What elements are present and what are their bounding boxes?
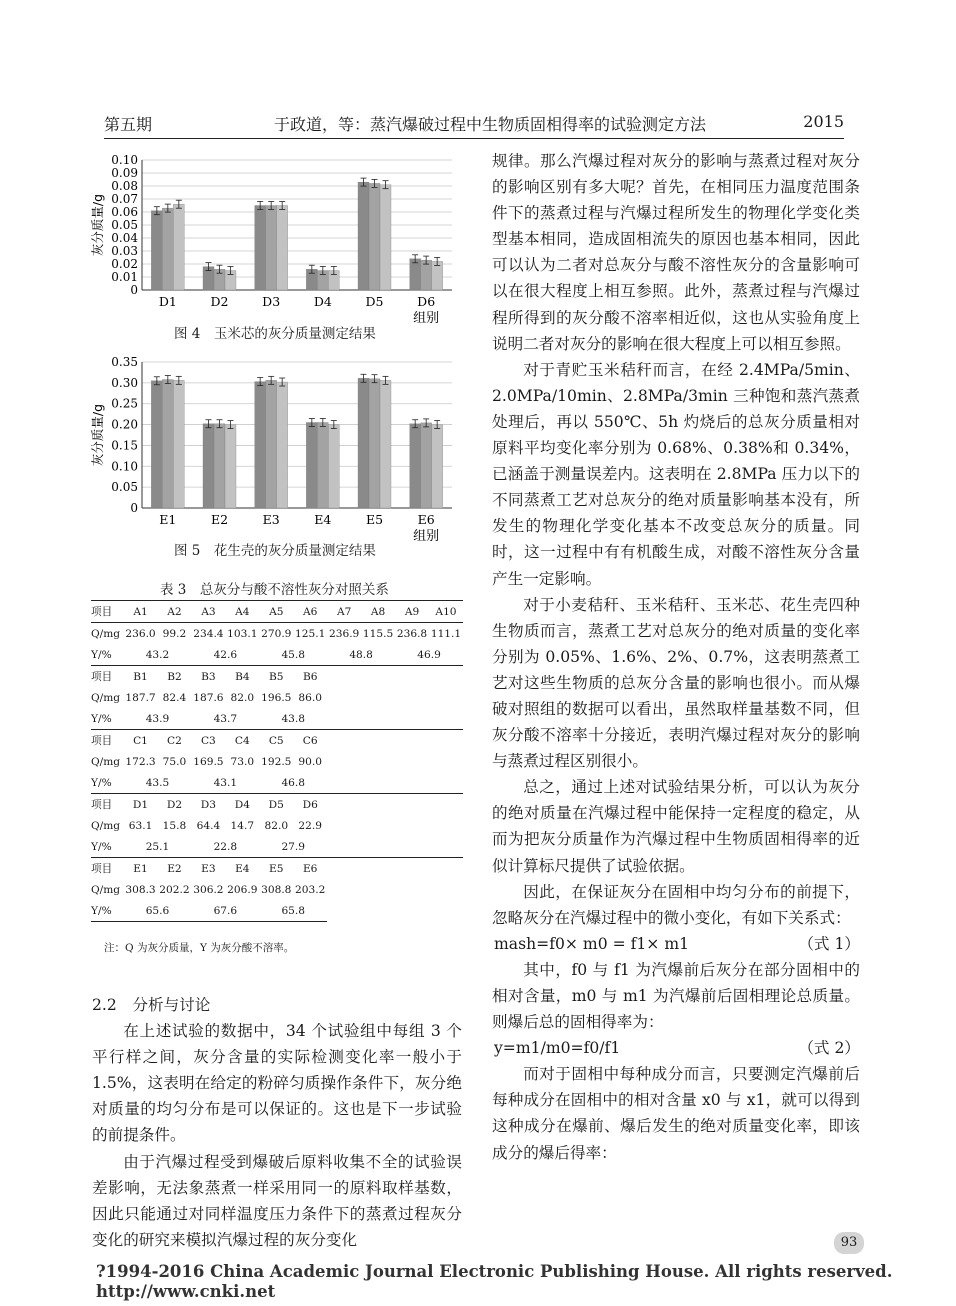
table-cell: 45.8 [259,644,327,666]
table-cell: A10 [429,601,463,623]
table-cell: C4 [225,730,259,752]
bar [432,425,443,508]
table-cell: B5 [259,666,293,688]
y-tick-label: 0.10 [111,459,138,474]
y-tick-label: 0.08 [111,179,138,193]
x-tick-label: D2 [210,294,229,309]
table-cell: 169.5 [193,755,224,768]
y-tick-label: 0.20 [111,417,138,432]
table-cell: 308.3 [125,883,156,896]
paragraph: 规律。那么汽爆过程对灰分的影响与蒸煮过程对灰分的影响区别有多大呢？首先，在相同压力温度范围条件下的蒸煮过程与汽爆过程所发生的物理化学变化类型基本相同，造成固相流失的原因也基本相同，因此可以认为二者对总灰分与酸不溶性灰分的含量影响可以在很大程度上相互参照。此外，蒸煮过程与汽爆过程所得到的灰分酸不溶率相近似，这也从实验角度上说明二者对灰分的影响在很大程度上可以相互参照。 [492,152,860,353]
table-cell: 236.9 [328,627,360,640]
table-cell [327,772,463,794]
bar [358,182,369,290]
table-row [91,900,463,922]
table-cell: 172.3 [125,755,156,768]
y-tick-label: 0.15 [111,438,138,453]
bar [214,424,225,508]
table-cell [395,858,429,880]
table-row [91,772,463,794]
table-row [91,623,463,645]
table-cell: 111.1 [430,627,462,640]
table-cell: B6 [293,666,327,688]
table-cell: E4 [225,858,259,880]
bar [380,380,391,508]
table-note: 注：Q 为灰分质量，Y 为灰分酸不溶率。 [104,942,295,954]
table-cell [429,879,463,900]
table-header-row [91,794,463,816]
table-cell: 103.1 [227,627,258,640]
table-cell: 项目 [91,730,124,752]
table-cell: 73.0 [230,755,255,768]
table-cell [395,730,429,752]
bar [317,422,328,508]
table-cell [395,879,429,900]
table-cell [327,687,361,708]
table-header-row [91,858,463,880]
table-cell: A3 [191,601,225,623]
page-number: 93 [834,1232,864,1254]
y-tick-label: 0.07 [111,192,138,206]
table-cell [361,687,395,708]
bar [266,380,277,508]
table-header-row [91,666,463,688]
table-cell: A7 [327,601,361,623]
table-cell: Q/mg [91,755,121,768]
x-tick-label: D4 [313,294,332,309]
y-tick-label: 0.01 [111,270,138,284]
table-cell: A6 [293,601,327,623]
table-cell: 43.9 [124,708,192,730]
y-tick-label: 0.30 [111,375,138,390]
table-cell: Y/% [91,772,124,794]
table-cell: D6 [293,794,327,816]
table-header-row [91,730,463,752]
table-cell: A4 [225,601,259,623]
y-tick-label: 0.25 [111,396,138,411]
table-cell: 308.8 [261,883,292,896]
bar [277,382,288,508]
table-3-caption: 表 3 总灰分与酸不溶性灰分对照关系 [160,582,389,598]
table-cell [429,751,463,772]
y-tick-label: 0.03 [111,244,138,258]
bar [203,424,214,508]
table-cell [327,666,361,688]
table-cell: 82.0 [264,819,289,832]
table-row [91,644,463,666]
paragraph: 在上述试验的数据中，34 个试验组中每组 3 个平行样之间，灰分含量的实际检测变化率一般小于 1.5%，这表明在给定的粉碎匀质操作条件下，灰分绝对质量的均匀分布是可以保证的。这也是下一步试验的前提条件。 [92,1022,462,1145]
right-column-text [492,148,860,1166]
x-tick-label: E5 [365,512,384,527]
paragraph: 对于小麦秸秆、玉米秸秆、玉米芯、花生壳四种生物质而言，蒸煮工艺对总灰分的绝对质量的变化率分别为 0.05%、1.6%、2%、0.7%，这表明蒸煮工艺对这些生物质的总灰分含量的影响也很小。而从爆破对照组的数据可以看出，虽然取样量基数不同，但灰分酸不溶率十分接近，表明汽爆过程对灰分的影响与蒸煮过程区别很小。 [492,595,860,771]
table-cell: A1 [124,601,158,623]
table-cell [395,794,429,816]
table-cell [361,751,395,772]
bar [151,211,162,290]
table-cell: A2 [157,601,191,623]
table-cell: 25.1 [124,836,192,858]
table-cell: Y/% [91,708,124,730]
table-row [91,836,463,858]
table-cell [361,794,395,816]
table-row [91,879,463,900]
table-cell: E1 [124,858,158,880]
table-cell: Y/% [91,900,124,922]
table-cell [395,687,429,708]
table-cell: 115.5 [362,627,394,640]
table-cell: 206.9 [227,883,258,896]
bar [225,425,236,508]
table-cell: E5 [259,858,293,880]
table-cell: E6 [293,858,327,880]
table-cell [429,687,463,708]
table-cell: 14.7 [230,819,255,832]
equation-2-body: y=m1/m0=f0/f1 [494,1039,621,1058]
table-cell: 项目 [91,794,124,816]
table-cell: 67.6 [191,900,259,922]
table-cell [395,666,429,688]
y-tick-label: 0.05 [111,480,138,495]
table-cell [429,794,463,816]
table-cell [395,815,429,836]
table-cell [429,730,463,752]
equation-1-label: （式 1） [798,934,860,953]
table-cell [361,879,395,900]
section-heading: 2.2 分析与讨论 [92,996,211,1014]
x-axis-label: 组别 [413,529,440,544]
y-tick-label: 0.09 [111,166,138,180]
table-cell: C2 [157,730,191,752]
issue-label: 第五期 [104,115,153,134]
table-cell: Y/% [91,644,124,666]
bar [410,424,421,508]
table-cell [327,858,361,880]
table-cell: 22.9 [298,819,322,832]
table-3 [91,600,463,922]
x-tick-label: E1 [159,512,177,527]
figure-5-chart [88,350,460,546]
y-axis-label: 灰分质量/g [90,403,105,467]
chart-svg [88,350,460,546]
figure-4-chart [88,148,460,328]
table-cell: B3 [191,666,225,688]
x-tick-label: D1 [158,294,177,309]
equation-2 [492,1035,860,1061]
y-axis-label: 灰分质量/g [90,193,105,257]
table-cell [395,751,429,772]
table-cell: 202.2 [159,883,190,896]
bar [421,423,432,508]
table-cell: 43.7 [191,708,259,730]
table-cell: D4 [225,794,259,816]
table-cell: 236.0 [125,627,156,640]
table-cell: 86.0 [298,691,322,704]
table-cell [361,815,395,836]
bar [255,206,266,291]
bar [358,378,369,508]
table-cell: 15.8 [162,819,187,832]
table-cell: B2 [157,666,191,688]
table-cell: 65.8 [259,900,327,922]
table-cell: D5 [259,794,293,816]
table-cell: 项目 [91,601,124,623]
table-cell: D1 [124,794,158,816]
table-row [91,708,463,730]
table-header-row [91,601,463,623]
table-cell [327,794,361,816]
bar [173,380,184,508]
table-cell [327,815,361,836]
table-cell: 43.5 [124,772,192,794]
header-year: 2015 [803,112,844,131]
table-cell [429,666,463,688]
table-cell: Q/mg [91,691,121,704]
x-tick-label: D3 [262,294,281,309]
table-cell: A9 [395,601,429,623]
y-tick-label: 0.10 [111,153,138,167]
bar [421,260,432,290]
table-cell: C6 [293,730,327,752]
table-cell: 187.7 [125,691,156,704]
y-tick-label: 0.05 [111,218,138,232]
table-row [91,751,463,772]
table-cell: Q/mg [91,819,121,832]
bar [328,425,339,508]
left-column-text [92,992,462,1253]
footer-copyright: ?1994-2016 China Academic Journal Electronic Publishing House. All rights reserved. http://www.cnki.net [96,1262,909,1301]
table-cell: Q/mg [91,627,121,640]
running-header [104,108,844,139]
table-cell: 43.8 [259,708,327,730]
table-cell: 82.0 [230,691,255,704]
table-cell: 75.0 [162,755,187,768]
table-cell: 234.4 [193,627,224,640]
x-tick-label: E3 [262,512,280,527]
y-tick-label: 0.04 [111,231,138,245]
table-cell: 203.2 [295,883,326,896]
table-cell: B1 [124,666,158,688]
table-cell: 46.9 [395,644,463,666]
paragraph: 总之，通过上述对试验结果分析，可以认为灰分的绝对质量在汽爆过程中能保持一定程度的稳定，从而为把灰分质量作为汽爆过程中生物质固相得率的近似计算标尺提供了试验依据。 [492,778,860,875]
table-cell [327,879,361,900]
table-cell: 项目 [91,858,124,880]
table-cell: Y/% [91,836,124,858]
table-cell: A8 [361,601,395,623]
bar [369,183,380,290]
paragraph: 对于青贮玉米秸秆而言，在经 2.4MPa/5min、2.0MPa/10min、2.8MPa/3min 三种饱和蒸汽蒸煮处理后，再以 550℃、5h 灼烧后的总灰分质量相对原料平均变化率分别为 0.68%、0.38%和 0.34%，已涵盖于测量误差内。这表明在 2.8MPa 压力以下的不同蒸煮工艺对总灰分的绝对质量影响基本没有，所发生的物理化学变化基本不改变总灰分的质量。同时，这一过程中有有机酸生成，对酸不溶性灰分含量产生一定影响。 [492,360,860,588]
table-cell: D2 [157,794,191,816]
table-cell: B4 [225,666,259,688]
table-cell [327,900,463,922]
x-tick-label: E6 [417,512,435,527]
table-cell [327,836,463,858]
table-cell: 48.8 [327,644,395,666]
table-cell: 90.0 [298,755,322,768]
table-cell: 306.2 [193,883,224,896]
table-cell: 43.2 [124,644,192,666]
paragraph: 而对于固相中每种成分而言，只要测定汽爆前后每种成分在固相中的相对含量 x0 与 x1，就可以得到这种成分在爆前、爆后发生的绝对质量变化率，即该成分的爆后得率： [492,1065,860,1162]
table-cell: 65.6 [124,900,192,922]
paragraph: 因此，在保证灰分在固相中均匀分布的前提下，忽略灰分在汽爆过程中的微小变化，有如下关系式： [492,882,860,927]
table-cell: C3 [191,730,225,752]
paragraph: 由于汽爆过程受到爆破后原料收集不全的试验误差影响，无法象蒸煮一样采用同一的原料取样基数，因此只能通过对同样温度压力条件下的蒸煮过程灰分变化的研究来模拟汽爆过程的灰分变化 [92,1152,462,1249]
table-cell: 43.1 [191,772,259,794]
table-cell: 64.4 [196,819,221,832]
bar [173,204,184,290]
table-cell: D3 [191,794,225,816]
bar [306,422,317,508]
y-tick-label: 0 [130,283,138,297]
chart-svg [88,148,460,328]
table-cell: 22.8 [191,836,259,858]
table-cell: 236.8 [396,627,428,640]
equation-1-body: mash=f0× m0 = f1× m1 [494,934,690,953]
header-title: 于政道，等：蒸汽爆破过程中生物质固相得率的试验测定方法 [274,115,707,134]
x-tick-label: E2 [210,512,229,527]
table-cell: 125.1 [295,627,326,640]
table-cell [327,708,463,730]
table-cell: 42.6 [191,644,259,666]
table-cell [429,858,463,880]
equation-2-label: （式 2） [798,1039,860,1058]
table-cell [361,730,395,752]
x-axis-label: 组别 [413,311,440,326]
table-row [91,815,463,836]
table-cell: A5 [259,601,293,623]
table-cell: 82.4 [162,691,187,704]
table-cell: C1 [124,730,158,752]
table-cell: 187.6 [193,691,224,704]
table-cell [429,815,463,836]
bar [162,208,173,290]
table-cell: 99.2 [162,627,187,640]
x-tick-label: D6 [417,294,436,309]
bar [162,380,173,508]
table-cell: 196.5 [261,691,292,704]
table-cell: 63.1 [128,819,153,832]
table-cell [327,730,361,752]
table-cell: E3 [191,858,225,880]
y-tick-label: 0.35 [111,355,138,369]
table-cell: 46.8 [259,772,327,794]
bar [380,185,391,290]
table-cell [327,751,361,772]
figure-5-caption: 图 5 花生壳的灰分质量测定结果 [174,543,376,559]
table-cell: 192.5 [261,755,292,768]
table-cell: 270.9 [261,627,292,640]
y-tick-label: 0.06 [111,205,138,219]
table-cell: E2 [157,858,191,880]
table-row [91,687,463,708]
x-tick-label: E4 [314,512,332,527]
y-tick-label: 0 [130,501,138,515]
bar [151,381,162,508]
bar [410,259,421,290]
paragraph: 其中，f0 与 f1 为汽爆前后灰分在部分固相中的相对含量，m0 与 m1 为汽爆前后固相理论总质量。则爆后总的固相得率为： [492,960,860,1032]
table-cell: C5 [259,730,293,752]
bar [266,206,277,291]
table-cell: 项目 [91,666,124,688]
table-cell [361,858,395,880]
x-tick-label: D5 [365,294,384,309]
table-cell [361,666,395,688]
figure-4-caption: 图 4 玉米芯的灰分质量测定结果 [174,326,376,342]
table-cell: 27.9 [259,836,327,858]
bar [369,379,380,508]
y-tick-label: 0.02 [111,257,138,271]
table-cell: Q/mg [91,883,121,896]
equation-1 [492,931,860,957]
bar [277,206,288,291]
bar [255,382,266,508]
